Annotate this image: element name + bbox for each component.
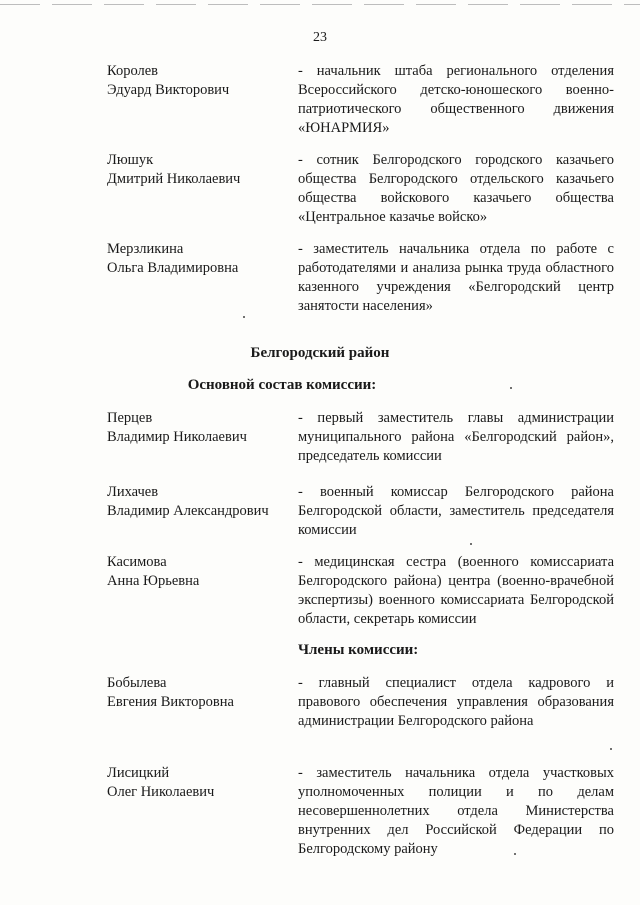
person-name: Люшук Дмитрий Николаевич [107, 152, 241, 187]
person-role: - заместитель начальника отдела участковых уполномоченных полиции и по делам несовершеннолетних отдела Министерства внутренних дел Российской Федерации по Белгородскому району [298, 765, 614, 857]
person-role: - главный специалист отдела кадрового и правового обеспечения управления образования администрации Белгородского района [298, 675, 614, 729]
person-name: Мерзликина Ольга Владимировна [107, 241, 239, 276]
main-composition-title: Основной состав комиссии: [187, 377, 377, 393]
scan-speck [243, 316, 245, 318]
scan-speck [610, 748, 612, 750]
scan-top-edge [0, 4, 640, 5]
person-role: - первый заместитель главы администрации муниципального района «Белгородский район», председатель комиссии [298, 410, 614, 464]
scan-speck [510, 387, 512, 389]
person-role: - сотник Белгородского городского казачьего общества Белгородского отдельского казачьего общества войскового казачьего общества «Центральное казачье войско» [298, 152, 614, 225]
person-name: Касимова Анна Юрьевна [107, 554, 200, 589]
section-title: Белгородский район [250, 345, 390, 361]
person-role: - заместитель начальника отдела по работе с работодателями и анализа рынка труда областного казенного учреждения «Белгородский центр занятости населения» [298, 241, 614, 314]
person-role: - медицинская сестра (военного комиссариата Белгородского района) центра (военно-врачебной экспертизы) военного комиссариата Белгородской области, секретарь комиссии [298, 554, 614, 627]
person-name: Перцев Владимир Николаевич [107, 410, 247, 445]
scan-speck [514, 853, 516, 855]
person-name: Лихачев Владимир Александрович [107, 484, 269, 519]
members-title: Члены комиссии: [298, 642, 419, 658]
person-role: - военный комиссар Белгородского района Белгородской области, заместитель председателя комиссии [298, 484, 614, 538]
page-number: 23 [313, 30, 327, 45]
person-name: Бобылева Евгения Викторовна [107, 675, 234, 710]
scan-speck [470, 543, 472, 545]
person-role: - начальник штаба регионального отделения Всероссийского детско-юношеского военно-патриотического общественного движения «ЮНАРМИЯ» [298, 63, 614, 136]
person-name: Лисицкий Олег Николаевич [107, 765, 215, 800]
person-name: Королев Эдуард Викторович [107, 63, 230, 98]
